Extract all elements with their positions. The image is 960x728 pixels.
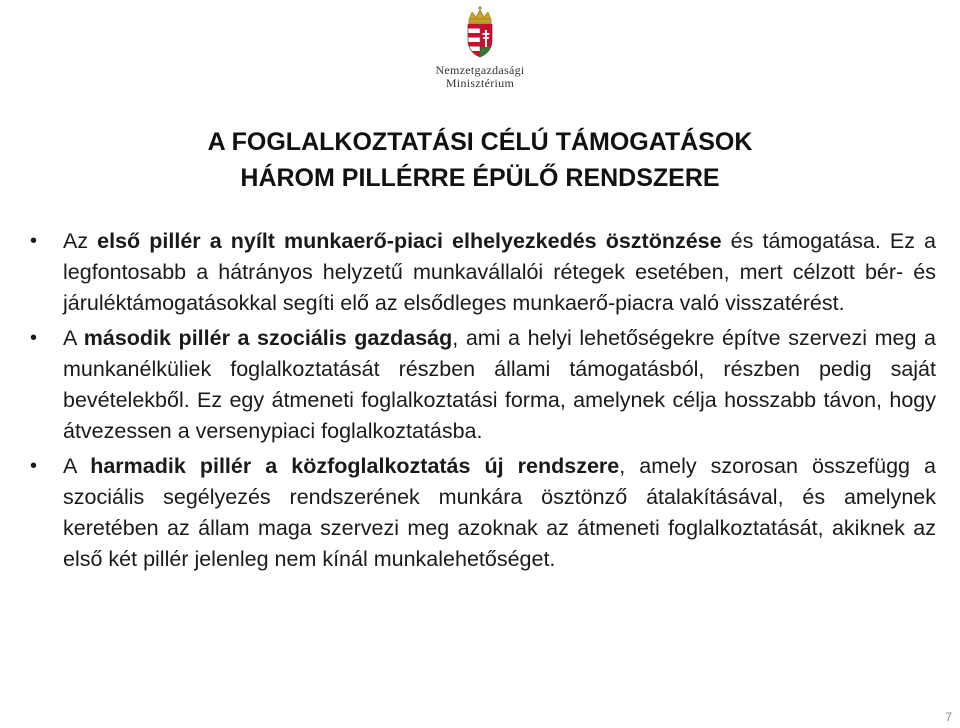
bullet-text-bold: első pillér a nyílt munkaerő-piaci elhelyezkedés ösztönzése [97, 229, 722, 253]
ministry-name-line1: Nemzetgazdasági [435, 63, 525, 77]
bullet-text-pre: A [63, 326, 84, 350]
bullet-text-pre: A [63, 454, 91, 478]
ministry-name-line2: Minisztérium [445, 76, 515, 90]
bullet-text-post: és támogatása. Ez a legfontosabb a hátrányos helyzetű munkavállalói rétegek esetében, mert célzott bér- és járuléktámogatásokkal segíti elő az elsődleges munkaerő-piacra való visszatérést. [63, 229, 936, 315]
slide-title-line1: A FOGLALKOZTATÁSI CÉLÚ TÁMOGATÁSOK [207, 128, 753, 156]
bullet-item-first-pillar [30, 226, 936, 319]
bullet-icon: • [30, 327, 38, 349]
bullet-item-third-pillar [30, 451, 936, 575]
page-number: 7 [945, 710, 952, 724]
bullet-item-second-pillar [30, 323, 936, 447]
bullet-text-bold: harmadik pillér a közfoglalkoztatás új rendszere [90, 454, 620, 478]
bullet-list [30, 226, 936, 579]
bullet-text-bold: második pillér a szociális gazdaság [83, 326, 453, 350]
bullet-text-pre: Az [63, 229, 98, 253]
bullet-text-post: , amely szorosan összefügg a szociális segélyezés rendszerének munkára ösztönző átalakításával, és amelynek keretében az állam maga szervezi meg azoknak az átmeneti foglalkoztatását, akiknek az első két pillér jelenleg nem kínál munkalehetőséget. [63, 454, 936, 571]
bullet-icon: • [30, 230, 38, 252]
slide-title-line2: HÁROM PILLÉRRE ÉPÜLŐ RENDSZERE [240, 164, 720, 192]
bullet-text-post: , ami a helyi lehetőségekre építve szervezi meg a munkanélküliek foglalkoztatását részben állami támogatásból, részben pedig saját bevételekből. Ez egy átmeneti foglalkoztatási forma, amelynek célja hosszabb távon, hogy átvezessen a versenypiaci foglalkoztatásba. [63, 326, 936, 443]
bullet-icon: • [30, 455, 38, 477]
ministry-logo [420, 6, 540, 90]
coat-of-arms-icon [463, 6, 497, 58]
slide-title [0, 124, 960, 196]
